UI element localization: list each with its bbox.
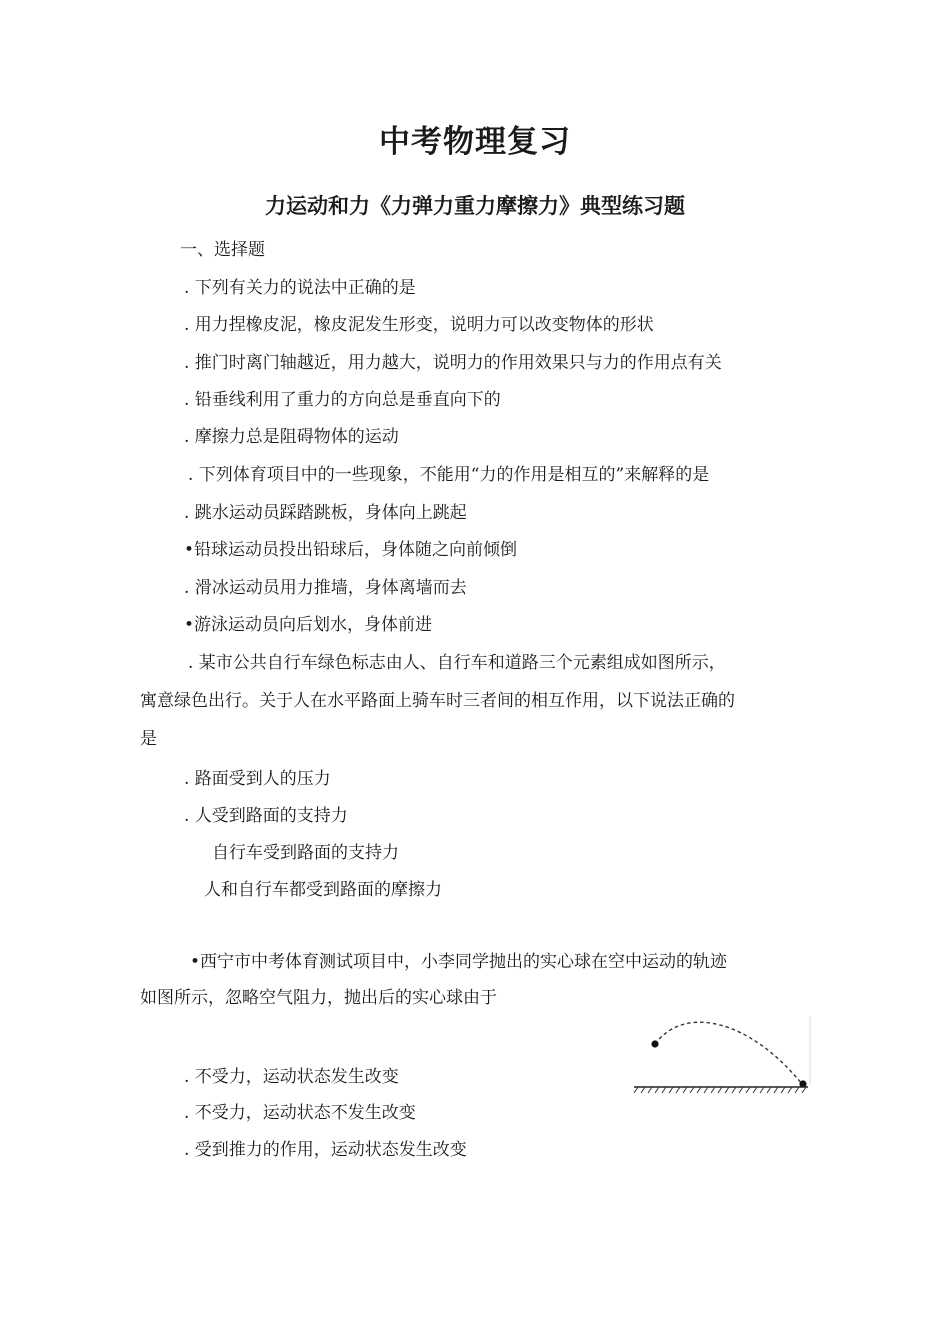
question-1-option-c: . 铅垂线利用了重力的方向总是垂直向下的 [184, 390, 501, 410]
question-2-stem: . 下列体育项目中的一些现象，不能用“力的作用是相互的”来解释的是 [188, 465, 710, 485]
question-1-option-b: . 推门时离门轴越近，用力越大，说明力的作用效果只与力的作用点有关 [184, 353, 722, 373]
question-1-option-a: . 用力捏橡皮泥，橡皮泥发生形变，说明力可以改变物体的形状 [184, 315, 654, 335]
question-3-stem-line-1: . 某市公共自行车绿色标志由人、自行车和道路三个元素组成如图所示， [188, 653, 726, 673]
question-3-stem-line-2: 寓意绿色出行。关于人在水平路面上骑车时三者间的相互作用，以下说法正确的 [140, 691, 735, 711]
ground-hatching [634, 1087, 806, 1093]
question-2-option-a: . 跳水运动员踩踏跳板，身体向上跳起 [184, 503, 467, 523]
question-4-option-a: . 不受力，运动状态发生改变 [184, 1067, 399, 1087]
question-2-option-d: •游泳运动员向后划水，身体前进 [184, 615, 433, 635]
question-1-option-d: . 摩擦力总是阻碍物体的运动 [184, 427, 399, 447]
question-2-option-b: •铅球运动员投出铅球后，身体随之向前倾倒 [184, 540, 518, 560]
question-1-stem: . 下列有关力的说法中正确的是 [184, 278, 416, 298]
page-subtitle: 力运动和力《力弹力重力摩擦力》典型练习题 [265, 194, 685, 218]
question-3-option-b: . 人受到路面的支持力 [184, 806, 348, 826]
question-3-option-c: 自行车受到路面的支持力 [212, 843, 399, 863]
ball-start-marker [651, 1040, 658, 1047]
question-3-stem-line-3: 是 [140, 729, 157, 749]
question-4-option-b: . 不受力，运动状态不发生改变 [184, 1103, 416, 1123]
question-2-option-c: . 滑冰运动员用力推墙，身体离墙而去 [184, 578, 467, 598]
trajectory-figure [630, 1012, 814, 1098]
question-4-stem-line-1: •西宁市中考体育测试项目中，小李同学抛出的实心球在空中运动的轨迹 [190, 952, 728, 972]
section-heading: 一、选择题 [180, 240, 265, 260]
trajectory-path [655, 1022, 802, 1084]
question-3-option-a: . 路面受到人的压力 [184, 769, 331, 789]
question-4-stem-line-2: 如图所示，忽略空气阻力，抛出后的实心球由于 [140, 988, 497, 1008]
question-4-option-c: . 受到推力的作用，运动状态发生改变 [184, 1140, 467, 1160]
question-3-option-d: 人和自行车都受到路面的摩擦力 [204, 880, 442, 900]
page-title: 中考物理复习 [379, 124, 571, 160]
